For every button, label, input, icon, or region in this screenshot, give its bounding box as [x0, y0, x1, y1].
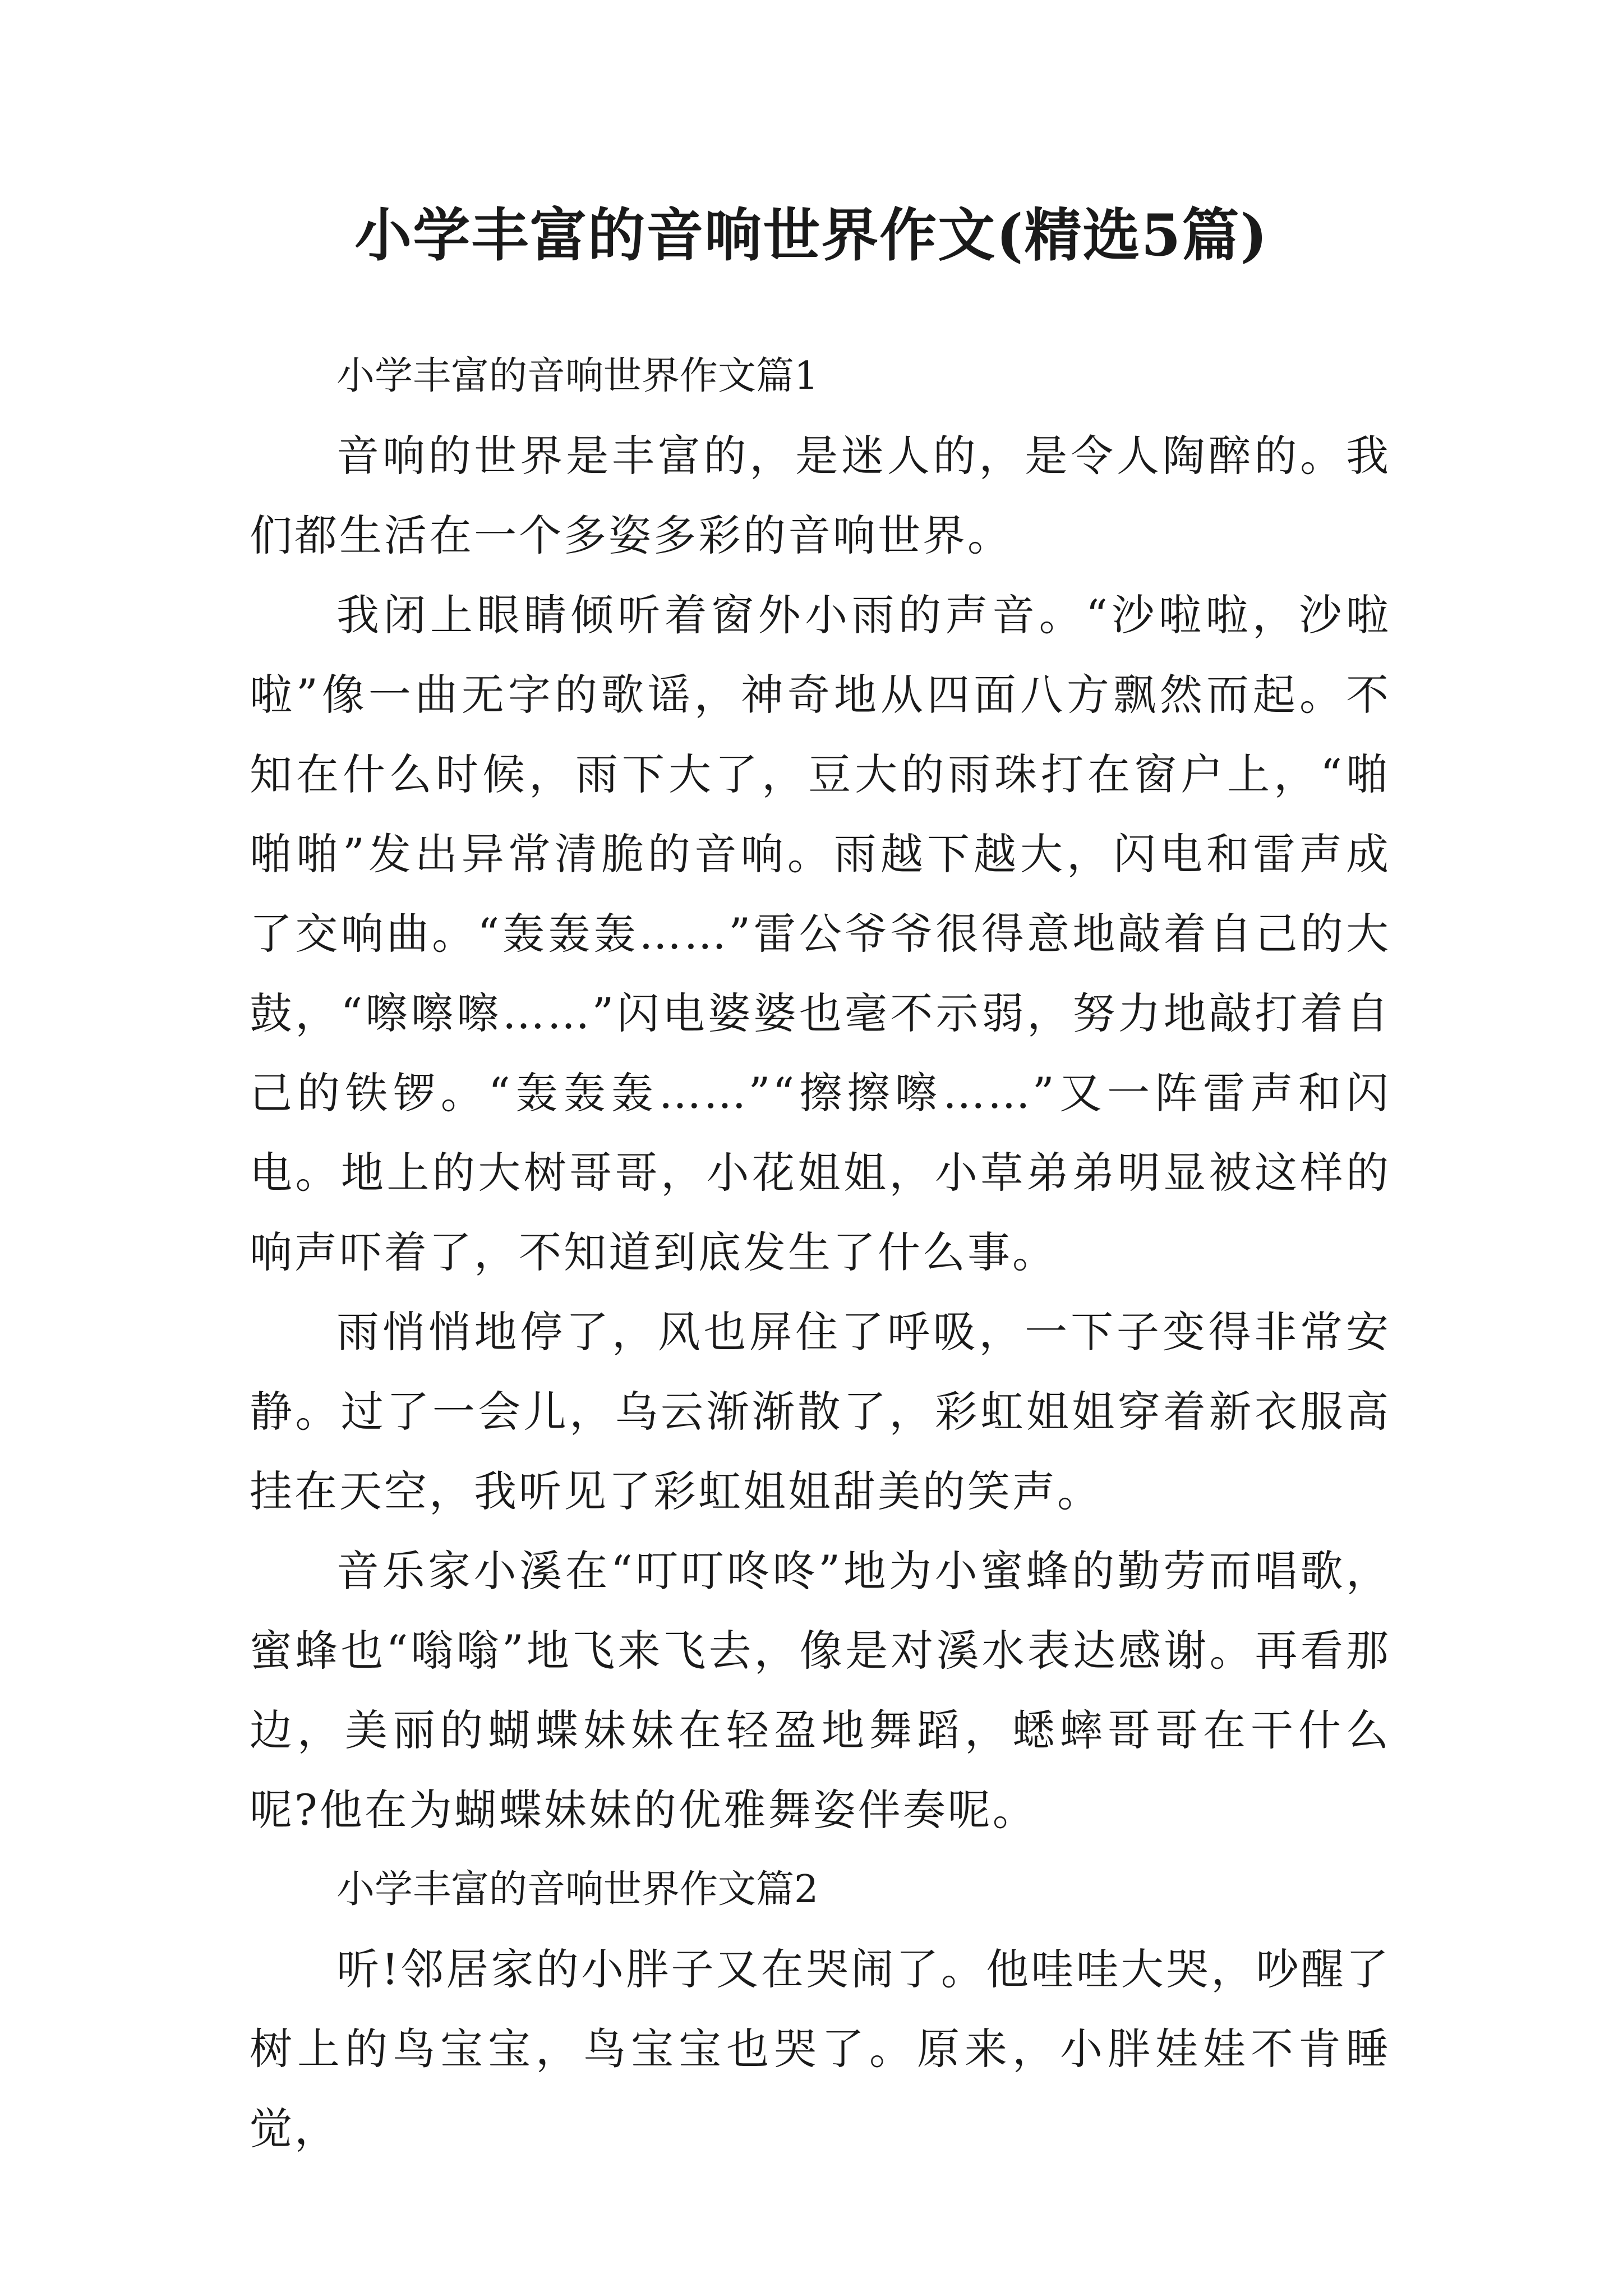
paragraph: 听!邻居家的小胖子又在哭闹了。他哇哇大哭，吵醒了树上的鸟宝宝，鸟宝宝也哭了。原来，小胖娃娃不肯睡觉， [250, 1944, 1391, 2154]
paragraph: 音乐家小溪在“叮叮咚咚”地为小蜜蜂的勤劳而唱歌，蜜蜂也“嗡嗡”地飞来飞去，像是对溪水表达感谢。再看那边，美丽的蝴蝶妹妹在轻盈地舞蹈，蟋蟀哥哥在干什么呢?他在为蝴蝶妹妹的优雅舞姿伴奏呢。 [250, 1546, 1391, 1835]
paragraph: 雨悄悄地停了，风也屏住了呼吸，一下子变得非常安静。过了一会儿，乌云渐渐散了，彩虹姐姐穿着新衣服高挂在天空，我听见了彩虹姐姐甜美的笑声。 [250, 1307, 1391, 1516]
section-heading: 小学丰富的音响世界作文篇1 [336, 354, 819, 398]
section-heading: 小学丰富的音响世界作文篇2 [336, 1867, 819, 1912]
essay-section-2 [250, 1850, 1391, 2169]
essay-section-1 [250, 337, 1391, 1850]
document-title: 小学丰富的音响世界作文(精选5篇) [354, 202, 1269, 269]
paragraph: 我闭上眼睛倾听着窗外小雨的声音。“沙啦啦，沙啦啦”像一曲无字的歌谣，神奇地从四面八方飘然而起。不知在什么时候，雨下大了，豆大的雨珠打在窗户上，“啪啪啪”发出异常清脆的音响。雨越下越大，闪电和雷声成了交响曲。“轰轰轰……”雷公爷爷很得意地敲着自己的大鼓，“嚓嚓嚓……”闪电婆婆也毫不示弱，努力地敲打着自己的铁锣。“轰轰轰……”“擦擦嚓……”又一阵雷声和闪电。地上的大树哥哥，小花姐姐，小草弟弟明显被这样的响声吓着了，不知道到底发生了什么事。 [250, 590, 1391, 1277]
document-body [250, 337, 1391, 2169]
paragraph: 音响的世界是丰富的，是迷人的，是令人陶醉的。我们都生活在一个多姿多彩的音响世界。 [250, 431, 1391, 560]
